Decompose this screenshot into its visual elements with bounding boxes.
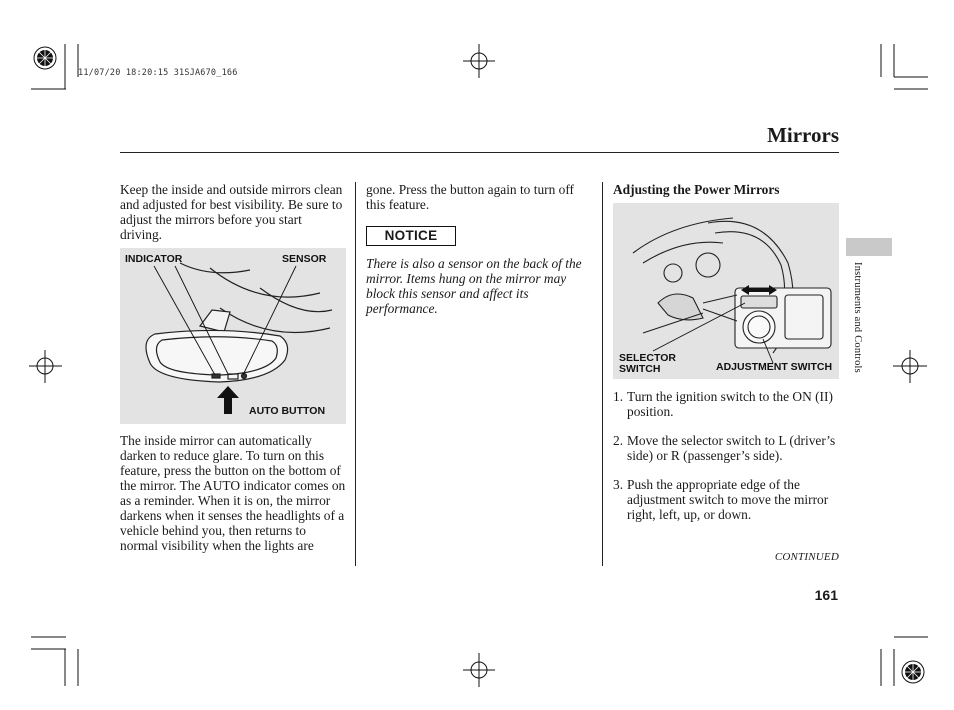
page-title: Mirrors [767,123,839,147]
step-text: Turn the ignition switch to the ON (II) position. [627,389,833,419]
selector-switch-label-line1: SELECTOR [619,352,676,364]
page-number: 161 [814,587,838,603]
adjustment-switch-label: ADJUSTMENT SWITCH [716,361,833,373]
column-divider-2 [602,182,603,566]
selector-switch-label-line2: SWITCH [619,363,661,375]
power-mirror-switch-figure [613,203,839,379]
step-item [613,477,839,522]
rearview-mirror-illustration [120,248,346,424]
steps-list [613,389,839,536]
sensor-label: SENSOR [282,253,327,265]
step-item [613,389,839,419]
section-heading: Adjusting the Power Mirrors [613,182,780,197]
intro-paragraph: Keep the inside and outside mirrors clean and adjusted for best visibility. Be sure to adjust the mirrors before you start driving. [120,182,343,242]
step-text: Push the appropriate edge of the adjustment switch to move the mirror right, left, up, or down. [627,477,829,522]
rearview-mirror-figure [120,248,346,424]
notice-box: NOTICE [366,226,456,246]
step-item [613,433,839,463]
section-side-label: Instruments and Controls [852,262,863,373]
print-timestamp-code: 11/07/20 18:20:15 31SJA670_166 [78,68,238,78]
step-number: 3. [613,477,624,492]
indicator-label: INDICATOR [125,253,183,265]
title-rule [120,152,839,153]
step-number: 1. [613,389,624,404]
column-divider-1 [355,182,356,566]
step-number: 2. [613,433,624,448]
continued-label: CONTINUED [774,551,839,563]
notice-text: There is also a sensor on the back of the mirror. Items hung on the mirror may block this sensor and affect its performance. [366,256,582,316]
step-text: Move the selector switch to L (driver’s side) or R (passenger’s side). [627,433,836,463]
auto-dimming-paragraph: The inside mirror can automatically darken to reduce glare. To turn on this feature, press the button on the bottom of the mirror. The AUTO indicator comes on as a reminder. When it is on, the mirror darkens when it senses the headlights of a vehicle behind you, then returns to normal visibility when the lights are [120,433,346,553]
continuation-paragraph: gone. Press the button again to turn off this feature. [366,182,575,212]
section-tab [846,238,892,256]
auto-button-label: AUTO BUTTON [249,405,326,417]
